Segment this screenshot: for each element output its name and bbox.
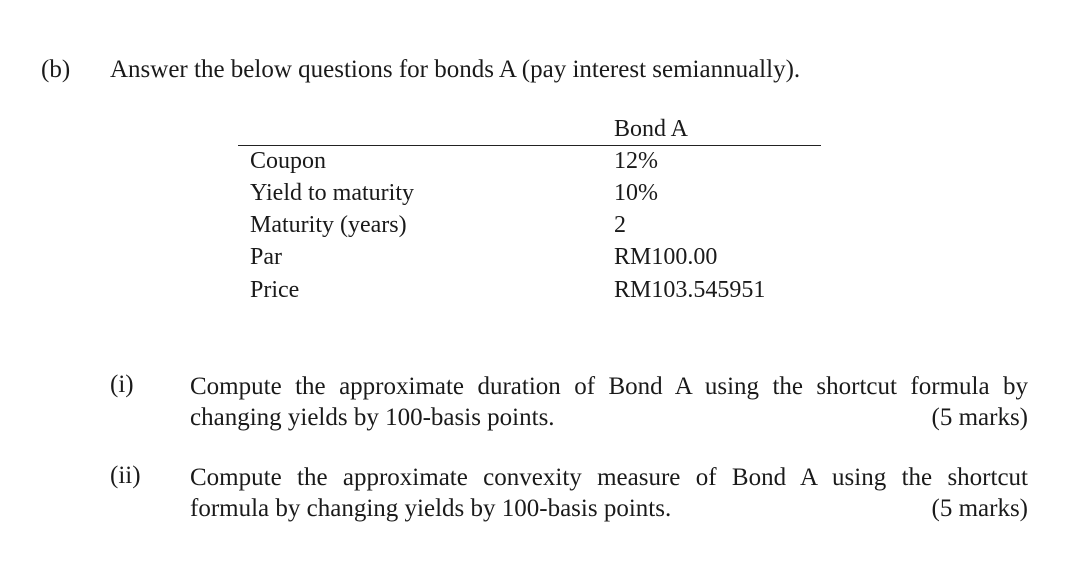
table-row-label: Par	[250, 244, 282, 270]
table-row-value: 10%	[614, 180, 658, 206]
table-row-value: 12%	[614, 148, 658, 174]
marks-label: (5 marks)	[931, 404, 1028, 431]
table-row-label: Coupon	[250, 148, 327, 174]
subquestion-label: (ii)	[110, 462, 141, 489]
table-row-label: Yield to maturity	[250, 180, 414, 206]
subquestion-i	[190, 371, 1028, 433]
marks-label: (5 marks)	[931, 495, 1028, 522]
table-row-label: Maturity (years)	[250, 212, 407, 238]
table-column-header: Bond A	[614, 116, 689, 142]
subquestion-line: Compute the approximate duration of Bond A using the shortcut formula by	[190, 373, 1028, 400]
subquestion-line: formula by changing yields by 100-basis points.	[190, 495, 672, 522]
question-text: Answer the below questions for bonds A (pay interest semiannually).	[110, 56, 801, 83]
subquestion-line: changing yields by 100-basis points.	[190, 404, 555, 431]
question-label: (b)	[41, 56, 71, 83]
table-row-value: RM103.545951	[614, 277, 766, 303]
subquestion-line: Compute the approximate convexity measure of Bond A using the shortcut	[190, 464, 1028, 491]
table-header-rule	[238, 145, 821, 146]
table-row-label: Price	[250, 277, 300, 303]
table-row-value: 2	[614, 212, 626, 238]
table-row-value: RM100.00	[614, 244, 718, 270]
subquestion-label: (i)	[110, 371, 134, 398]
subquestion-ii	[190, 462, 1028, 524]
